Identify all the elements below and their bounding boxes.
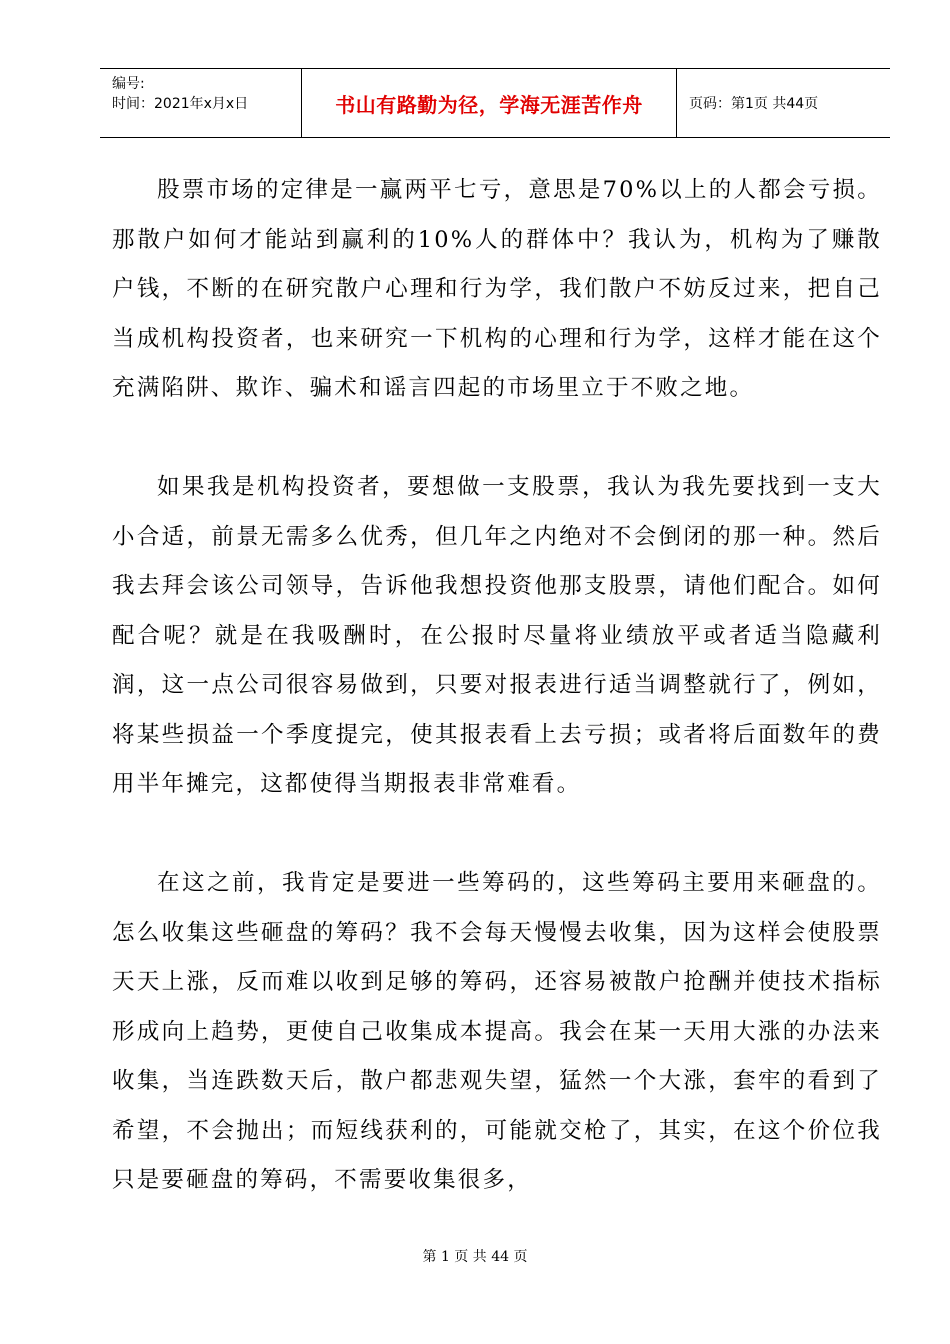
header-motto: 书山有路勤为径，学海无涯苦作舟 xyxy=(302,69,677,137)
paragraph-2: 如果我是机构投资者，要想做一支股票，我认为我先要找到一支大小合适，前景无需多么优秀，但几年之内绝对不会倒闭的那一种。然后我去拜会该公司领导，告诉他我想投资他那支股票，请他们配合。如何配合呢？就是在我吸酬时，在公报时尽量将业绩放平或者适当隐藏利润，这一点公司很容易做到，只要对报表进行适当调整就行了，例如，将某些损益一个季度提完，使其报表看上去亏损；或者将后面数年的费用半年摊完，这都使得当期报表非常难看。 xyxy=(112,474,882,797)
page-header xyxy=(100,68,890,138)
page-footer: 第 1 页 共 44 页 xyxy=(422,1249,528,1265)
date-label: 时间：2021年x月x日 xyxy=(112,96,249,112)
number-label: 编号: xyxy=(112,76,145,92)
header-meta xyxy=(100,69,302,137)
header-page-info: 页码：第1页 共44页 xyxy=(689,96,819,112)
paragraph-1: 股票市场的定律是一赢两平七亏，意思是70%以上的人都会亏损。那散户如何才能站到赢利的10%人的群体中？我认为，机构为了赚散户钱，不断的在研究散户心理和行为学，我们散户不妨反过来，把自己当成机构投资者，也来研究一下机构的心理和行为学，这样才能在这个充满陷阱、欺诈、骗术和谣言四起的市场里立于不败之地。 xyxy=(112,177,882,401)
document-body xyxy=(112,166,882,1206)
paragraph-3: 在这之前，我肯定是要进一些筹码的，这些筹码主要用来砸盘的。怎么收集这些砸盘的筹码？我不会每天慢慢去收集，因为这样会使股票天天上涨，反而难以收到足够的筹码，还容易被散户抢酬并使技术指标形成向上趋势，更使自己收集成本提高。我会在某一天用大涨的办法来收集，当连跌数天后，散户都悲观失望，猛然一个大涨，套牢的看到了希望，不会抛出；而短线获利的，可能就交枪了，其实，在这个价位我只是要砸盘的筹码，不需要收集很多， xyxy=(112,870,882,1193)
